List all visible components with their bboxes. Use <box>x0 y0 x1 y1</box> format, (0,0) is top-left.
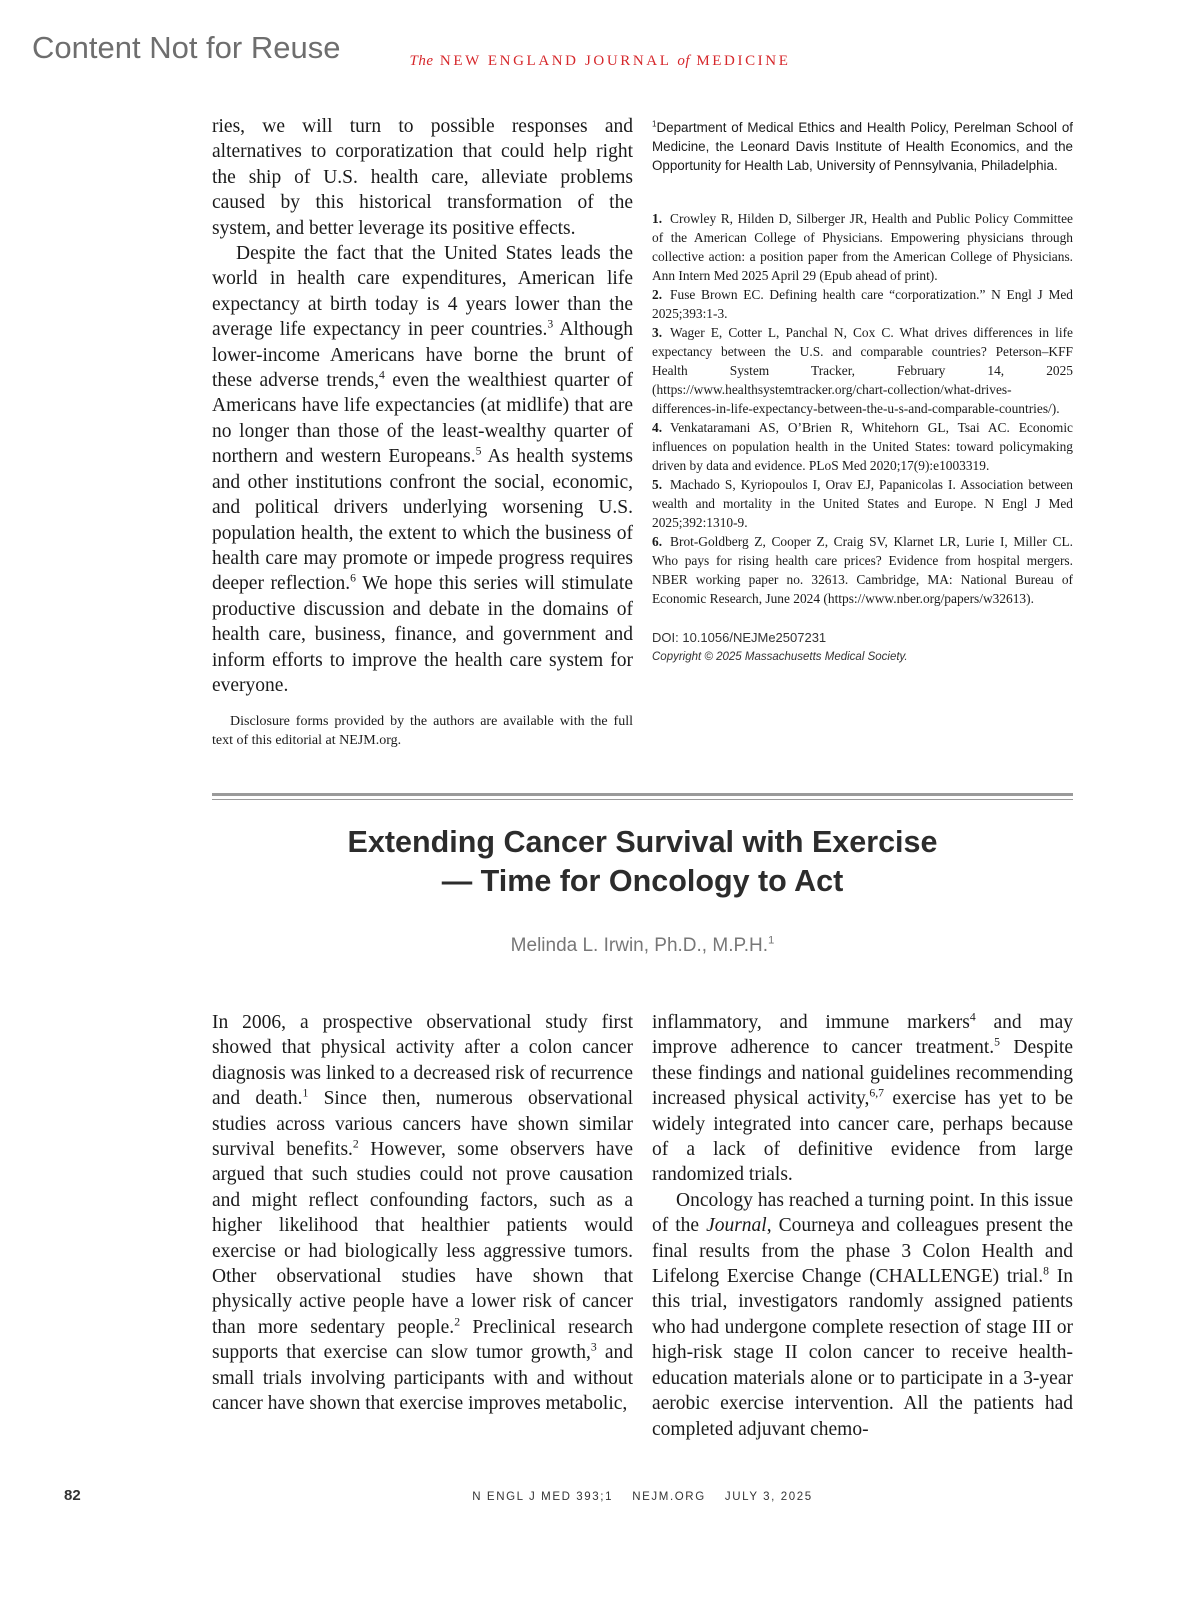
prev-paragraph-1: ries, we will turn to possible responses and alternatives to corporatization that could help right the ship of U.S. health care, alleviate problems caused by this historical transformation of the system, and better leverage its positive effects. <box>212 116 633 239</box>
reference-item: 2. Fuse Brown EC. Defining health care “corporatization.” N Engl J Med 2025;393:1-3. <box>652 287 1073 321</box>
masthead-part2: MEDICINE <box>696 53 791 69</box>
prev-paragraph-2: Despite the fact that the United States leads the world in health care expenditures, American life expectancy at birth today is 4 years lower than the average life expectancy in peer countries.$^3$ Although lower-income Americans have borne the brunt of these adverse trends,$^4$ even the wealthiest quarter of Americans have life expectancies (at midlife) that are no longer than those of the least-wealthy quarter of northern and western Europeans.$^5$ As health systems and other institutions confront the social, economic, and political drivers underlying worsening U.S. population health, the extent to which the business of health care may promote or impede progress requires deeper reflection.$^6$ We hope this series will stimulate productive discussion and debate in the domains of health care, business, finance, and government and inform efforts to improve the health care system for everyone. <box>212 243 633 696</box>
article-title <box>212 823 1073 901</box>
article-paragraph-2: Oncology has reached a turning point. In this issue of the Journal, Courneya and colleagues present the final results from the phase 3 Colon Health and Lifelong Exercise Change (CHALLENGE) trial.$^8$ In this trial, investigators randomly assigned patients who had undergone complete resection of stage III or high-risk stage II colon cancer to receive health-education materials alone or to participate in a 3-year aerobic exercise intervention. All the patients had completed adjuvant chemo- <box>652 1189 1073 1440</box>
reference-item: 1. Crowley R, Hilden D, Silberger JR, Health and Public Policy Committee of the American College of Physicians. Empowering physicians through collective action: a position paper from the American College of Physicians. Ann Intern Med 2025 April 29 (Epub ahead of print). <box>652 211 1073 283</box>
article-right-column <box>652 1010 1073 1442</box>
page-number: 82 <box>64 1487 81 1504</box>
watermark: Content Not for Reuse <box>32 30 341 65</box>
article-title-line-1: Extending Cancer Survival with Exercise <box>347 825 938 859</box>
disclosure-note: Disclosure forms provided by the authors are available with the full text of this editorial at NEJM.org. <box>212 714 633 749</box>
article-paragraph-1: In 2006, a prospective observational study first showed that physical activity after a colon cancer diagnosis was linked to a decreased risk of recurrence and death.$^1$ Since then, numerous observational studies across various cancers have shown similar survival benefits.$^2$ However, some observers have argued that such studies could not prove causation and might reflect confounding factors, such as a higher likelihood that healthier patients would exercise or had biologically less aggressive tumors. Other observational studies have shown that physically active people have a lower risk of cancer than more sedentary people.$^2$ Preclinical research supports that exercise can slow tumor growth,$^3$ and small trials involving participants with and without cancer have shown that exercise improves metabolic, <box>212 1012 634 1415</box>
article-left-column <box>212 1010 633 1417</box>
prev-article-right-column <box>652 118 1073 663</box>
section-divider <box>212 793 1073 796</box>
prev-article-left-column <box>212 114 633 750</box>
journal-citation: N ENGL J MED 393;1 NEJM.ORG JULY 3, 2025 <box>472 1491 813 1503</box>
reference-item: 5. Machado S, Kyriopoulos I, Orav EJ, Papanicolas I. Association between wealth and mortality in the United States and Europe. N Engl J Med 2025;392:1310-9. <box>652 477 1073 530</box>
masthead-the: The <box>409 53 434 69</box>
doi-link[interactable]: DOI: 10.1056/NEJMe2507231 <box>652 630 827 645</box>
reference-list <box>652 209 1073 608</box>
article-paragraph-1-continued: inflammatory, and immune markers$^4$ and may improve adherence to cancer treatment.$^5$ Despite these findings and national guidelines recommending increased physical activity,$^{6,7}$ exercise has yet to be widely integrated into cancer care, perhaps because of a lack of definitive evidence from large randomized trials. <box>652 1010 1073 1186</box>
article-title-line-2: — Time for Oncology to Act <box>441 864 844 898</box>
section-divider-thin <box>212 799 1073 800</box>
copyright-notice: Copyright © 2025 Massachusetts Medical Society. <box>652 651 908 663</box>
reference-item: 3. Wager E, Cotter L, Panchal N, Cox C. What drives differences in life expectancy between the U.S. and comparable countries? Peterson–KFF Health System Tracker, February 14, 2025 (https://www.healthsystemtracker.org/chart-collection/what-drives-differences-in-life-expectancy-between-the-u-s-and-comparable-countries/). <box>652 325 1073 416</box>
reference-item: 4. Venkataramani AS, O’Brien R, Whitehorn GL, Tsai AC. Economic influences on population health in the United States: toward policymaking driven by data and evidence. PLoS Med 2020;17(9):e1003319. <box>652 420 1073 473</box>
reference-item: 6. Brot-Goldberg Z, Cooper Z, Craig SV, Klarnet LR, Lurie I, Miller CL. Who pays for rising health care prices? Evidence from hospital mergers. NBER working paper no. 32613. Cambridge, MA: National Bureau of Economic Research, June 2024 (https://www.nber.org/papers/w32613). <box>652 534 1073 606</box>
journal-masthead <box>0 53 1200 70</box>
article-author: Melinda L. Irwin, Ph.D., M.P.H.$^1$ <box>510 934 775 956</box>
masthead-part1: NEW ENGLAND JOURNAL <box>439 53 671 69</box>
author-affiliation: $^1$Department of Medical Ethics and Health Policy, Perelman School of Medicine, the Leonard Davis Institute of Health Economics, and the Opportunity for Health Lab, University of Pennsylvania, Philadelphia. <box>652 119 1073 173</box>
masthead-of: of <box>677 53 690 69</box>
